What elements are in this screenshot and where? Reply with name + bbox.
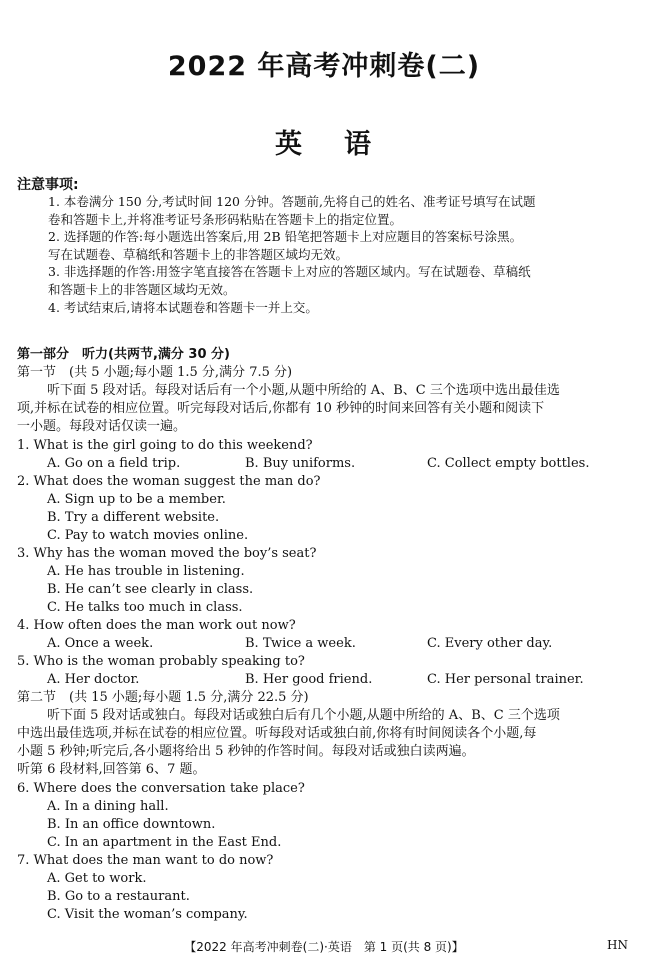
- question-3: 3. Why has the woman moved the boy’s seat?: [17, 546, 317, 561]
- option-b: B. Buy uniforms.: [245, 456, 356, 471]
- option-a: A. Once a week.: [47, 636, 154, 651]
- section2-instr-3: 小题 5 秒钟;听完后,各小题将给出 5 秒钟的作答时间。每段对话或独白读两遍。: [17, 744, 475, 759]
- subject-title: [0, 122, 648, 161]
- notice-item: 4. 考试结束后,请将本试题卷和答题卡一并上交。: [48, 299, 318, 315]
- section2-instr-2: 中选出最佳选项,并标在试卷的相应位置。听每段对话或独白前,你将有时间阅读各个小题,每: [17, 726, 537, 741]
- section1-instr-1: 听下面 5 段对话。每段对话后有一个小题,从题中所给的 A、B、C 三个选项中选出最佳选: [47, 383, 560, 398]
- section1-instr-3: 一小题。每段对话仅读一遍。: [17, 419, 187, 434]
- material-6-note: 听第 6 段材料,回答第 6、7 题。: [17, 762, 206, 777]
- question-2: 2. What does the woman suggest the man do?: [17, 474, 321, 489]
- option-b: B. Go to a restaurant.: [47, 889, 190, 904]
- question-1: 1. What is the girl going to do this weekend?: [17, 438, 313, 453]
- part1-heading: 第一部分 听力(共两节,满分 30 分): [17, 347, 230, 362]
- notice-item: 3. 非选择题的作答:用签字笔直接答在答题卡上对应的答题区域内。写在试题卷、草稿纸 和答题卡上的非答题区域均无效。: [48, 264, 531, 297]
- option-c: C. In an apartment in the East End.: [47, 835, 282, 850]
- option-a: A. Go on a field trip.: [47, 456, 181, 471]
- footer-text: 【2022 年高考冲刺卷(二)·英语 第 1 页(共 8 页)】: [184, 940, 464, 954]
- section2-heading: 第二节 (共 15 小题;每小题 1.5 分,满分 22.5 分): [17, 690, 309, 705]
- notice-list: [48, 193, 638, 316]
- option-b: B. In an office downtown.: [47, 817, 216, 832]
- section1-heading: 第一节 (共 5 小题;每小题 1.5 分,满分 7.5 分): [17, 365, 293, 380]
- option-b: B. He can’t see clearly in class.: [47, 582, 254, 597]
- option-a: A. Get to work.: [47, 871, 147, 886]
- option-c: C. Visit the woman’s company.: [47, 907, 248, 922]
- option-c: C. Collect empty bottles.: [427, 456, 590, 471]
- option-a: A. Her doctor.: [47, 672, 140, 687]
- option-b: B. Her good friend.: [245, 672, 373, 687]
- option-a: A. Sign up to be a member.: [47, 492, 226, 507]
- page-title: 2022 年高考冲刺卷(二): [167, 51, 481, 82]
- subject-char-2: 语: [344, 129, 373, 160]
- subject-char-1: 英: [275, 129, 304, 160]
- option-c: C. He talks too much in class.: [47, 600, 243, 615]
- question-6: 6. Where does the conversation take place?: [17, 781, 305, 796]
- notice-item: 2. 选择题的作答:每小题选出答案后,用 2B 铅笔把答题卡上对应题目的答案标号涂黑。 写在试题卷、草稿纸和答题卡上的非答题区域均无效。: [48, 229, 523, 262]
- option-a: A. In a dining hall.: [47, 799, 169, 814]
- option-c: C. Pay to watch movies online.: [47, 528, 249, 543]
- option-b: B. Twice a week.: [245, 636, 356, 651]
- question-5: 5. Who is the woman probably speaking to?: [17, 654, 305, 669]
- option-c: C. Every other day.: [427, 636, 553, 651]
- option-b: B. Try a different website.: [47, 510, 220, 525]
- section2-instr-1: 听下面 5 段对话或独白。每段对话或独白后有几个小题,从题中所给的 A、B、C 三个选项: [47, 708, 560, 723]
- page-footer: [0, 938, 648, 955]
- question-4: 4. How often does the man work out now?: [17, 618, 296, 633]
- section1-instr-2: 项,并标在试卷的相应位置。听完每段对话后,你都有 10 秒钟的时间来回答有关小题和阅读下: [17, 401, 545, 416]
- notice-item: 1. 本卷满分 150 分,考试时间 120 分钟。答题前,先将自己的姓名、准考证号填写在试题 卷和答题卡上,并将准考证号条形码粘贴在答题卡上的指定位置。: [48, 194, 536, 227]
- option-a: A. He has trouble in listening.: [47, 564, 245, 579]
- footer-code: HN: [607, 938, 628, 952]
- notice-heading: 注意事项:: [17, 177, 79, 193]
- option-c: C. Her personal trainer.: [427, 672, 584, 687]
- question-7: 7. What does the man want to do now?: [17, 853, 274, 868]
